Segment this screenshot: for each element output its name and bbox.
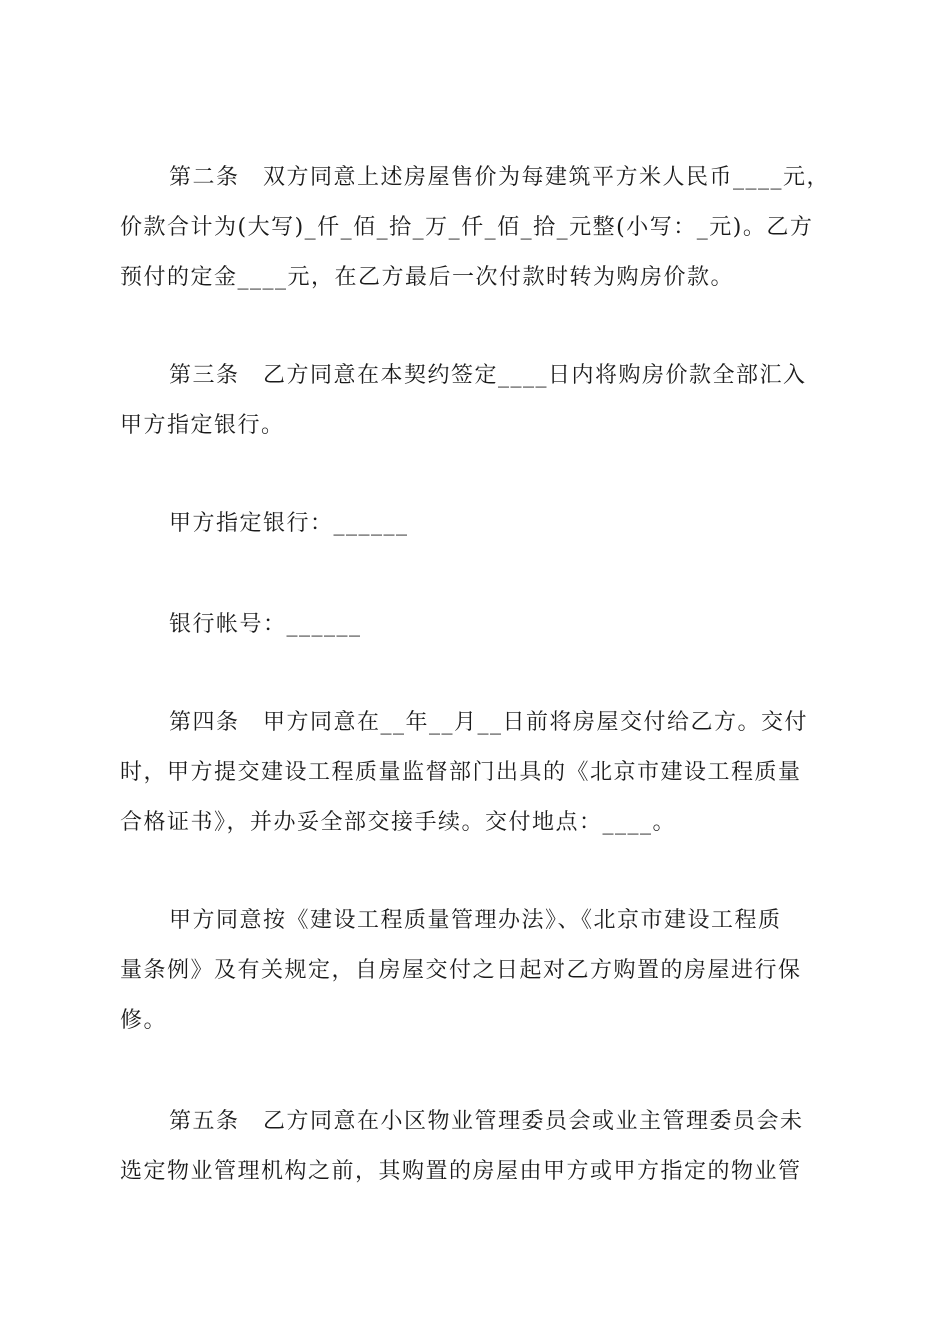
text-line: 银行帐号：______ — [169, 612, 362, 637]
article-5-paragraph — [120, 1097, 840, 1197]
text-line: 甲方指定银行。 — [120, 413, 285, 438]
article-4-paragraph — [120, 698, 840, 848]
text-line: 第二条 双方同意上述房屋售价为每建筑平方米人民币____元， — [169, 165, 831, 190]
text-line: 第五条 乙方同意在小区物业管理委员会或业主管理委员会未 — [169, 1109, 804, 1134]
text-line: 选定物业管理机构之前，其购置的房屋由甲方或甲方指定的物业管 — [120, 1159, 802, 1184]
article-2-paragraph — [120, 153, 840, 303]
text-line: 甲方同意按《建设工程质量管理办法》、《北京市建设工程质 — [169, 908, 782, 933]
text-line: 价款合计为(大写)_仟_佰_拾_万_仟_佰_拾_元整(小写：_元)。乙方 — [120, 215, 814, 240]
warranty-paragraph — [120, 896, 840, 1046]
text-line: 预付的定金____元，在乙方最后一次付款时转为购房价款。 — [120, 265, 735, 290]
bank-account-paragraph — [120, 600, 840, 650]
text-line: 第三条 乙方同意在本契约签定____日内将购房价款全部汇入 — [169, 363, 807, 388]
bank-name-paragraph — [120, 499, 840, 549]
text-line: 修。 — [120, 1008, 168, 1033]
article-3-paragraph — [120, 351, 840, 451]
text-line: 合格证书》，并办妥全部交接手续。交付地点：____。 — [120, 810, 677, 835]
text-line: 时，甲方提交建设工程质量监督部门出具的《北京市建设工程质量 — [120, 760, 802, 785]
text-line: 第四条 甲方同意在__年__月__日前将房屋交付给乙方。交付 — [169, 710, 809, 735]
text-line: 量条例》及有关规定，自房屋交付之日起对乙方购置的房屋进行保 — [120, 958, 802, 983]
text-line: 甲方指定银行：______ — [169, 511, 409, 536]
